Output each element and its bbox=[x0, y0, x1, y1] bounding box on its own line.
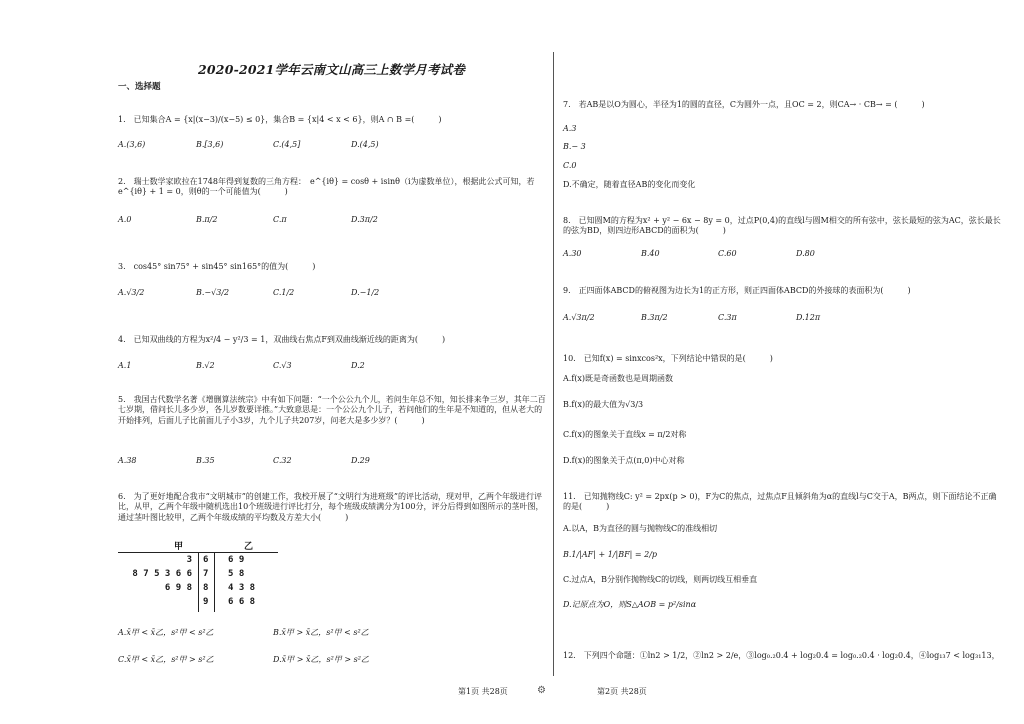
gear-icon: ⚙ bbox=[537, 685, 546, 696]
question-6: 6. 为了更好地配合我市“文明城市”的创建工作，我校开展了“文明行为进班级”的评比活动，现对甲，乙两个年级进行评比，从甲，乙两个年级中随机选出10个班级进行评比打分，每个班级成绩满分为100分，评分后得到如图所示的茎叶图，通过茎叶图比较甲，乙两个年级成绩的平均数及方差大小( ) bbox=[118, 492, 544, 522]
q4-option-b: B.√2 bbox=[196, 361, 215, 370]
q3-option-c: C.1/2 bbox=[273, 288, 295, 297]
right-page bbox=[563, 0, 1003, 724]
stem-leaf-row-right: 6 6 8 bbox=[228, 597, 256, 607]
q10-option-d: D.f(x)的图象关于点(π,0)中心对称 bbox=[563, 456, 685, 465]
q5-option-b: B.35 bbox=[196, 456, 215, 465]
question-4: 4. 已知双曲线的方程为x²/4 − y²/3 = 1，双曲线右焦点F到双曲线渐近线的距离为( ) bbox=[118, 335, 446, 344]
question-8: 8. 已知圆M的方程为x² + y² − 6x − 8y = 0，过点P(0,4)的直线l与圆M相交的所有弦中，弦长最短的弦为AC，弦长最长的弦为BD，则四边形ABCD的面积为( ) bbox=[563, 216, 1001, 236]
q3-option-b: B.−√3/2 bbox=[196, 288, 230, 297]
q10-option-b: B.f(x)的最大值为√3/3 bbox=[563, 400, 644, 409]
q4-option-d: D.2 bbox=[351, 361, 365, 370]
page-number-left: 第1页 共28页 bbox=[458, 687, 508, 696]
q9-option-c: C.3π bbox=[718, 313, 737, 322]
stem-leaf-row-right: 4 3 8 bbox=[228, 583, 256, 593]
stem-leaf-label-yi: 乙 bbox=[244, 542, 254, 552]
q6-option-b: B.x̄甲 > x̄乙，s²甲 < s²乙 bbox=[273, 628, 369, 637]
question-1: 1. 已知集合A = {x|(x−3)/(x−5) ≤ 0}，集合B = {x|4 < x < 6}，则A ∩ B =( ) bbox=[118, 115, 442, 124]
q3-option-a: A.√3/2 bbox=[118, 288, 145, 297]
left-page bbox=[118, 0, 550, 724]
stem-leaf-row-stem: 8 bbox=[203, 583, 209, 593]
q9-option-b: B.3π/2 bbox=[641, 313, 668, 322]
q2-option-d: D.3π/2 bbox=[351, 215, 378, 224]
q10-option-a: A.f(x)既是奇函数也是周期函数 bbox=[563, 374, 674, 383]
q6-option-d: D.x̄甲 > x̄乙，s²甲 > s²乙 bbox=[273, 655, 369, 664]
q9-option-a: A.√3π/2 bbox=[563, 313, 595, 322]
question-9: 9. 正四面体ABCD的俯视图为边长为1的正方形，则正四面体ABCD的外接球的表面积为( ) bbox=[563, 286, 911, 295]
q5-option-d: D.29 bbox=[351, 456, 370, 465]
q6-option-a: A.x̄甲 < x̄乙，s²甲 < s²乙 bbox=[118, 628, 214, 637]
q11-option-d: D.记原点为O，则S△AOB = p²/sinα bbox=[563, 600, 697, 609]
stem-leaf-left-rule bbox=[198, 552, 199, 612]
stem-leaf-row-right: 6 9 bbox=[228, 555, 245, 565]
q5-option-a: A.38 bbox=[118, 456, 137, 465]
q9-option-d: D.12π bbox=[796, 313, 821, 322]
q8-option-b: B.40 bbox=[641, 249, 660, 258]
stem-leaf-row-stem: 7 bbox=[203, 569, 209, 579]
q11-option-b: B.1/|AF| + 1/|BF| = 2/p bbox=[563, 550, 658, 559]
question-12: 12. 下列四个命题：①ln2 > 1/2，②ln2 > 2/e，③log₀.₂0.4 + log₂0.4 = log₀.₂0.4 · log₂0.4，④log₁₃7 < log₃₁13， bbox=[563, 651, 1000, 660]
question-7: 7. 若AB是以O为圆心，半径为1的圆的直径，C为圆外一点，且OC = 2，则CA→ · CB→ = ( ) bbox=[563, 100, 925, 109]
q7-option-c: C.0 bbox=[563, 161, 577, 170]
question-3: 3. cos45° sin75° + sin45° sin165°的值为( ) bbox=[118, 262, 316, 271]
stem-leaf-row-stem: 6 bbox=[203, 555, 209, 565]
stem-leaf-plot bbox=[118, 538, 278, 618]
stem-leaf-label-jia: 甲 bbox=[174, 542, 184, 552]
question-10: 10. 已知f(x) = sinxcos²x，下列结论中错误的是( ) bbox=[563, 354, 773, 363]
section-heading: 一、选择题 bbox=[118, 82, 161, 92]
q8-option-c: C.60 bbox=[718, 249, 737, 258]
q10-option-c: C.f(x)的图象关于直线x = π/2对称 bbox=[563, 430, 687, 439]
q1-option-c: C.(4,5] bbox=[273, 140, 301, 149]
question-11: 11. 已知抛物线C: y² = 2px(p > 0)，F为C的焦点，过焦点F且倾斜角为α的直线l与C交于A，B两点，则下面结论不正确的是( ) bbox=[563, 492, 997, 512]
q8-option-a: A.30 bbox=[563, 249, 582, 258]
q7-option-b: B.− 3 bbox=[563, 142, 586, 151]
q7-option-d: D.不确定，随着直径AB的变化而变化 bbox=[563, 180, 696, 189]
stem-leaf-row-left: 3 bbox=[186, 555, 192, 565]
q1-option-a: A.(3,6) bbox=[118, 140, 146, 149]
question-2: 2. 瑞士数学家欧拉在1748年得到复数的三角方程： e^{iθ} = cosθ + isinθ（i为虚数单位），根据此公式可知，若e^{iθ} + 1 = 0，则θ的一个可能值为( ) bbox=[118, 177, 535, 197]
stem-leaf-row-right: 5 8 bbox=[228, 569, 245, 579]
q2-option-b: B.π/2 bbox=[196, 215, 218, 224]
q4-option-a: A.1 bbox=[118, 361, 132, 370]
stem-leaf-row-stem: 9 bbox=[203, 597, 209, 607]
q4-option-c: C.√3 bbox=[273, 361, 292, 370]
q1-option-b: B.[3,6) bbox=[196, 140, 224, 149]
q7-option-a: A.3 bbox=[563, 124, 577, 133]
stem-leaf-row-left: 6 9 8 bbox=[164, 583, 192, 593]
page-number-right: 第2页 共28页 bbox=[597, 687, 647, 696]
stem-leaf-right-rule bbox=[214, 552, 215, 612]
column-divider bbox=[553, 52, 554, 676]
q1-option-d: D.(4,5) bbox=[351, 140, 379, 149]
q5-option-c: C.32 bbox=[273, 456, 292, 465]
q3-option-d: D.−1/2 bbox=[351, 288, 380, 297]
q11-option-c: C.过点A，B分别作抛物线C的切线，则两切线互相垂直 bbox=[563, 575, 758, 584]
page-title: 2020-2021学年云南文山高三上数学月考试卷 bbox=[198, 62, 466, 77]
question-5: 5. 我国古代数学名著《增删算法统宗》中有如下问题：“一个公公九个儿，若问生年总不知，知长排来争三岁，其年二百七岁期，借问长儿多少岁，各儿岁数要详推。”大致意思是：一个公公九个儿子，若问他们的生年是不知道的，但从老大的开始排列，后面儿子比前面儿子小3岁，九个儿子共207岁，问老大是多少岁？( ) bbox=[118, 395, 546, 425]
q8-option-d: D.80 bbox=[796, 249, 815, 258]
q6-option-c: C.x̄甲 < x̄乙，s²甲 > s²乙 bbox=[118, 655, 214, 664]
q2-option-a: A.0 bbox=[118, 215, 132, 224]
q11-option-a: A.以A，B为直径的圆与抛物线C的准线相切 bbox=[563, 524, 718, 533]
q2-option-c: C.π bbox=[273, 215, 287, 224]
stem-leaf-row-left: 8 7 5 3 6 6 bbox=[132, 569, 192, 579]
